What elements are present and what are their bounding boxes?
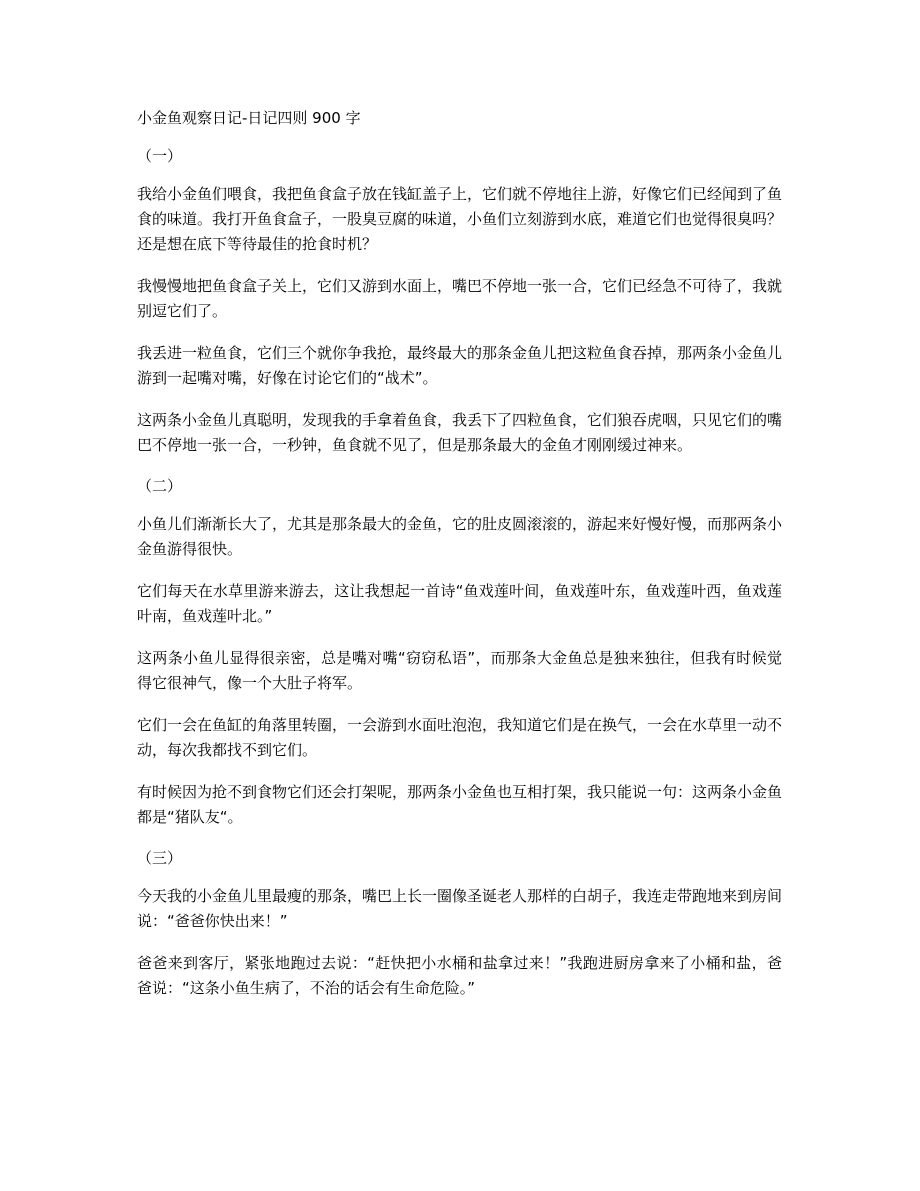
paragraph: 这两条小金鱼儿真聪明，发现我的手拿着鱼食，我丢下了四粒鱼食，它们狼吞虎咽，只见它们的嘴巴不停地一张一合，一秒钟，鱼食就不见了，但是那条最大的金鱼才刚刚缓过神来。 [137,411,783,454]
paragraph: 爸爸来到客厅，紧张地跑过去说：“赶快把小水桶和盐拿过来！”我跑进厨房拿来了小桶和盐，爸爸说：“这条小鱼生病了，不治的话会有生命危险。” [137,954,782,997]
section-2 [137,475,782,830]
paragraph: 这两条小鱼儿显得很亲密，总是嘴对嘴“窃窃私语”，而那条大金鱼总是独来独往，但我有时候觉得它很神气，像一个大肚子将军。 [137,649,782,692]
paragraph: 小鱼儿们渐渐长大了，尤其是那条最大的金鱼，它的肚皮圆滚滚的，游起来好慢好慢，而那两条小金鱼游得很快。 [137,515,783,558]
section-3 [137,847,782,1001]
section-heading: （一） [137,147,183,165]
paragraph: 我慢慢地把鱼食盒子关上，它们又游到水面上，嘴巴不停地一张一合，它们已经急不可待了，我就别逗它们了。 [137,277,783,320]
document-body [137,108,782,1018]
section-1 [137,145,782,458]
document-title: 小金鱼观察日记-日记四则 900 字 [137,109,361,127]
section-heading: （二） [137,477,183,495]
paragraph: 我给小金鱼们喂食，我把鱼食盒子放在钱缸盖子上，它们就不停地往上游，好像它们已经闻到了鱼食的味道。我打开鱼食盒子，一股臭豆腐的味道，小鱼们立刻游到水底，难道它们也觉得很臭吗？还是想在底下等待最佳的抢食时机？ [137,185,783,253]
paragraph: 它们每天在水草里游来游去，这让我想起一首诗“鱼戏莲叶间，鱼戏莲叶东，鱼戏莲叶西，鱼戏莲叶南，鱼戏莲叶北。” [137,582,782,625]
section-heading: （三） [137,849,183,867]
paragraph: 它们一会在鱼缸的角落里转圈，一会游到水面吐泡泡，我知道它们是在换气，一会在水草里一动不动，每次我都找不到它们。 [137,716,783,759]
paragraph: 我丢进一粒鱼食，它们三个就你争我抢，最终最大的那条金鱼儿把这粒鱼食吞掉，那两条小金鱼儿游到一起嘴对嘴，好像在讨论它们的“战术”。 [137,344,783,387]
paragraph: 有时候因为抢不到食物它们还会打架呢，那两条小金鱼也互相打架，我只能说一句：这两条小金鱼都是“猪队友“。 [137,783,783,826]
paragraph: 今天我的小金鱼儿里最瘦的那条，嘴巴上长一圈像圣诞老人那样的白胡子，我连走带跑地来到房间说：“爸爸你快出来！” [137,887,783,930]
